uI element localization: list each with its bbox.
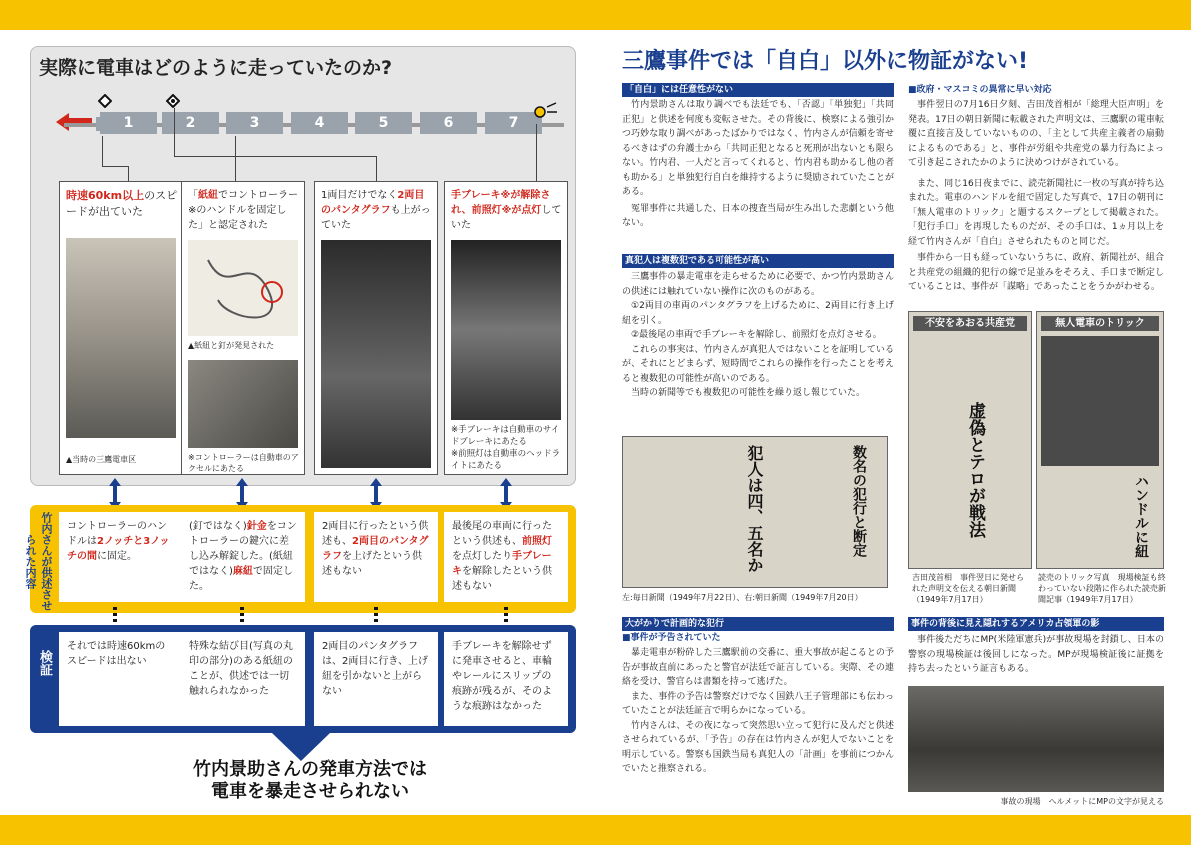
verification-card: 手ブレーキを解除せずに発車させると、車輪やレールにスリップの痕跡が残るが、そのような痕跡はなかった (444, 632, 568, 726)
panel-title: 実際に電車はどのように走っていたのか? (39, 57, 393, 79)
connector-line (102, 136, 103, 166)
evidence-column-paper-string: 「紙紐でコントローラー※のハンドルを固定した」と認定された ▲紙紐と釘が発見された ※コントローラーは自動車のアクセルにあたる (181, 181, 305, 475)
photo-caption: ▲当時の三鷹電車区 (66, 455, 137, 464)
connector-line (128, 166, 129, 181)
dotted-connector (504, 607, 508, 627)
newspaper-clipping: 無人電車のトリック ハンドルに紐 (1036, 311, 1164, 569)
car-7: 7 (485, 112, 542, 134)
controller-photo (188, 360, 298, 448)
dotted-connector (113, 607, 117, 627)
connector-line (174, 108, 175, 156)
testimony-card: コントローラーのハンドルは2ノッチと3ノッチの間に固定。 (59, 512, 183, 602)
car-2: 2 (162, 112, 219, 134)
paragraph: 暴走電車が粉砕した三鷹駅前の交番に、重大事故が起こるとの予告が事故直前にあったと警官が法廷で証言している。実際、その連絡を受け、警官らは書類を持って逃げた。 また、事件の予告は警察だけでなく国鉄八王子管理部にも伝わっていたことが法廷証言で明らかになっている。 竹内さんは、その夜になって突然思い立って犯行に及んだと供述させられているが、「予告」の存在は竹内さんが犯人でないことを明示している。警察も国鉄当局も真犯人の「計画」を事前につかんでいたと推察される。 (622, 648, 894, 774)
newspaper-clipping: 不安をあおる共産党 虚偽とテロが戦法 (908, 311, 1032, 569)
page-title: 三鷹事件では「自白」以外に物証がない! (622, 49, 1029, 74)
dotted-connector (374, 607, 378, 627)
testimony-card: 2両目に行ったという供述も、2両目のパンタグラフを上げたという供述もない (314, 512, 438, 602)
handbrake-photo (451, 240, 561, 420)
paragraph: 三鷹事件の暴走電車を走らせるために必要で、かつ竹内景助さんの供述には触れていない操作に次のものがある。 ①2両目の車両のパンタグラフを上げるために、2両目に行き上げ紐を引く。 ②最後尾の車両で手ブレーキを解除し、前照灯を点灯させる。 これらの事実は、竹内さんが真犯人ではないことを証明しているが、それにとどまらず、短時間でこれらの操作を行ったことを考えると複数犯の可能性が高いのである。 当時の新聞等でも複数犯の可能性を繰り返し報じていた。 (622, 272, 894, 398)
clipping-caption: 読売のトリック写真 現場検証も終わっていない段階に作られた読売新聞記事（1949年7月17日） (1038, 573, 1166, 604)
verification-label: 検証 (37, 650, 52, 676)
connector-line (102, 166, 128, 167)
car-5: 5 (355, 112, 412, 134)
wreck-photo (321, 240, 431, 468)
car-3: 3 (226, 112, 283, 134)
section-heading: 事件の背後に見え隠れするアメリカ占領軍の影 (908, 617, 1164, 631)
section-heading: 「自白」には任意性がない (622, 83, 894, 97)
connector-line (536, 124, 537, 181)
evidence-column-speed: 時速60km以上のスピードが出ていた ▲当時の三鷹電車区 (59, 181, 183, 475)
car-1: 1 (100, 112, 157, 134)
conclusion-text: 竹内景助さんの発車方法では 電車を暴走させられない (193, 759, 427, 802)
pantograph-icon (166, 94, 180, 108)
section-heading: 真犯人は複数犯である可能性が高い (622, 254, 894, 268)
car-6: 6 (420, 112, 477, 134)
pantograph-icon (98, 94, 112, 108)
section-heading: 大がかりで計画的な犯行 (622, 617, 894, 631)
evidence-column-brake: 手ブレーキ※が解除され、前照灯※が点灯していた ※手ブレーキは自動車のサイドブレーキにあたる ※前照灯は自動車のヘッドライトにあたる (444, 181, 568, 475)
paragraph: 事件後ただちにMP(米陸軍憲兵)が事故現場を封鎖し、日本の警察の現場検証は後回しになった。MPが現場検証後に証拠を持ち去ったという証言もある。 (908, 635, 1164, 674)
photo-caption: ▲紙紐と釘が発見された (188, 341, 275, 350)
circle-mark-icon (188, 240, 300, 336)
clipping-caption: 吉田茂首相 事件翌日に発せられた声明文を伝える朝日新聞（1949年7月17日） (912, 573, 1024, 604)
evidence-column-pantograph: 1両目だけでなく2両目のパンタグラフも上がっていた (314, 181, 438, 475)
string-and-nail-photo (188, 240, 298, 336)
accident-scene-photo (908, 686, 1164, 792)
clipping-caption: 左:毎日新聞（1949年7月22日）、右:朝日新聞（1949年7月20日） (622, 593, 863, 602)
headlight-icon (532, 101, 558, 123)
down-arrow-icon (272, 733, 330, 761)
connector-line (174, 156, 376, 157)
trick-photo (1041, 336, 1159, 466)
connector-line (235, 136, 236, 181)
testimony-card: 最後尾の車両に行ったという供述も、前照灯を点灯したり手ブレーキを解除したという供述もない (444, 512, 568, 602)
photo-caption: 事故の現場 ヘルメットにMPの文字が見える (1000, 797, 1164, 806)
direction-arrow-icon (56, 113, 92, 131)
highlight-text: 時速60km以上 (66, 189, 145, 202)
verification-card: 特殊な結び目(写真の丸印の部分)のある紙紐のことが、供述では一切触れられなかった (181, 632, 305, 726)
depot-photo (66, 238, 176, 438)
top-yellow-band (0, 0, 1191, 30)
paragraph: 事件翌日の7月16日夕刻、吉田茂首相が「総理大臣声明」を発表。17日の朝日新聞に転載された声明文は、三鷹駅の電車転覆に直接言及していないものの、「主として共産主義者の扇動によるものである」と、事件が労組や共産党の暴力行為によって引き起こされたかのように決めつけがされている。 また、同じ16日夜までに、読売新聞社に一枚の写真が持ち込まれた。電車のハンドルを紐で固定した写真で、17日の朝刊に「無人電車のトリック」と題するスクープとして掲載された。「犯行手口」を再現したものだが、その手口は、1ヵ月以上を経て竹内さんが「自白」させられたものと同じだ。 事件から一日も経っていないうちに、政府、新聞社が、組合と共産党の組織的犯行の線で足並みをそろえ、手口まで断定していることは、事件が「謀略」であったことをうかがわせる。 (908, 100, 1164, 292)
sub-heading: ■政府・マスコミの異常に早い対応 (908, 85, 1052, 95)
verification-card: 2両目のパンタグラフは、2両目に行き、上げ紐を引かないと上がらない (314, 632, 438, 726)
car-4: 4 (291, 112, 348, 134)
dotted-connector (240, 607, 244, 627)
paragraph: 竹内景助さんは取り調べでも法廷でも、「否認」「単独犯」「共同正犯」と供述を何度も変転させた。その背後に、検察による強引かつ巧妙な取り調べがあったばかりではなく、竹内さんが信頼を寄せるべきはずの弁護士から「共同正犯となると死刑が出ないとも限らない。竹内君、一人だと言ってくれると、竹内君も助かるし他の者も助かる」と単独犯行自白を維持するように奨励されていたことがある。 冤罪事件に共通した、日本の捜査当局が生み出した悲劇という他ない。 (622, 100, 894, 228)
bottom-yellow-band (0, 815, 1191, 845)
verification-card: それでは時速60kmのスピードは出ない (59, 632, 183, 726)
photo-caption: ※手ブレーキは自動車のサイドブレーキにあたる ※前照灯は自動車のヘッドライトにあたる (451, 425, 561, 471)
testimony-card: (釘ではなく)針金をコントローラーの鍵穴に差し込み解錠した。(紙紐ではなく)麻紐で固定した。 (181, 512, 305, 602)
photo-caption: ※コントローラーは自動車のアクセルにあたる (188, 453, 299, 473)
newspaper-clipping: 犯人は四、五名か 数名の犯行と断定 (622, 436, 888, 588)
testimony-label: 竹内さんが供述させられた内容 (24, 511, 53, 611)
sub-heading: ■事件が予告されていた (622, 633, 721, 643)
connector-line (376, 156, 377, 181)
